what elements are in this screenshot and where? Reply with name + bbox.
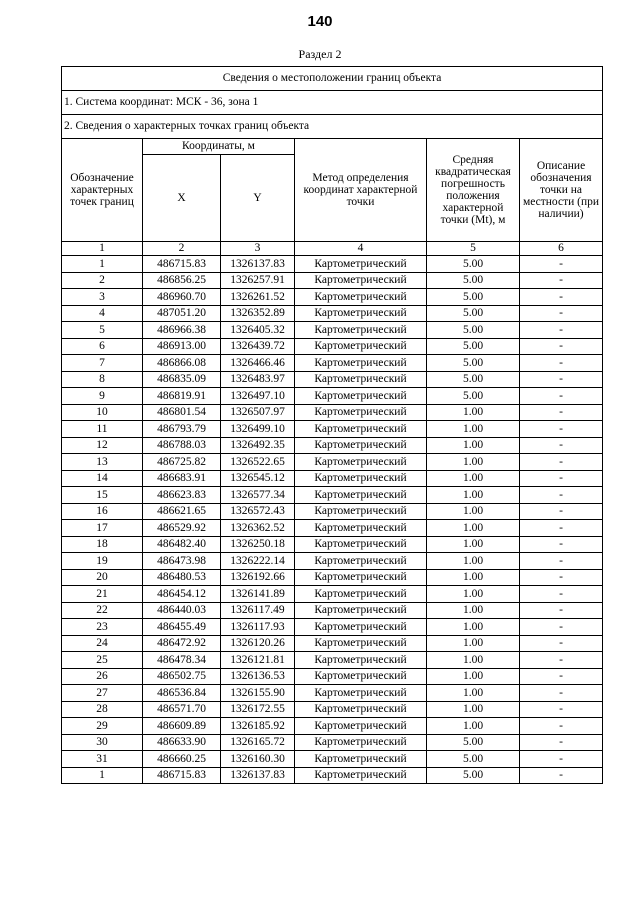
error-cell: 1.00 [427,404,520,421]
y-coordinate-cell: 1326117.49 [221,602,295,619]
error-cell: 1.00 [427,421,520,438]
y-coordinate-cell: 1326120.26 [221,635,295,652]
y-coordinate-cell: 1326439.72 [221,338,295,355]
error-cell: 5.00 [427,289,520,306]
point-number-cell: 4 [62,305,143,322]
description-cell: - [520,305,603,322]
description-cell: - [520,602,603,619]
error-cell: 1.00 [427,668,520,685]
description-cell: - [520,487,603,504]
table-row [62,388,603,405]
point-number-cell: 22 [62,602,143,619]
description-cell: - [520,668,603,685]
x-coordinate-cell: 486866.08 [143,355,221,372]
method-cell: Картометрический [295,767,427,784]
table-row [62,404,603,421]
method-cell: Картометрический [295,586,427,603]
x-coordinate-cell: 486660.25 [143,751,221,768]
error-cell: 1.00 [427,503,520,520]
header-x: X [143,155,221,242]
description-cell: - [520,701,603,718]
y-coordinate-cell: 1326492.35 [221,437,295,454]
point-number-cell: 18 [62,536,143,553]
description-cell: - [520,553,603,570]
description-cell: - [520,289,603,306]
point-number-cell: 23 [62,619,143,636]
error-cell: 1.00 [427,685,520,702]
error-cell: 1.00 [427,701,520,718]
table-row [62,635,603,652]
method-cell: Картометрический [295,718,427,735]
error-cell: 1.00 [427,602,520,619]
x-coordinate-cell: 486455.49 [143,619,221,636]
description-cell: - [520,751,603,768]
point-number-cell: 6 [62,338,143,355]
point-number-cell: 21 [62,586,143,603]
x-coordinate-cell: 486913.00 [143,338,221,355]
table-body [62,256,603,784]
method-cell: Картометрический [295,553,427,570]
point-number-cell: 17 [62,520,143,537]
table-row [62,454,603,471]
x-coordinate-cell: 486793.79 [143,421,221,438]
description-cell: - [520,256,603,273]
method-cell: Картометрический [295,503,427,520]
method-cell: Картометрический [295,355,427,372]
table-row [62,536,603,553]
table-row [62,602,603,619]
table-row [62,322,603,339]
table-row [62,652,603,669]
description-cell: - [520,652,603,669]
y-coordinate-cell: 1326483.97 [221,371,295,388]
x-coordinate-cell: 486725.82 [143,454,221,471]
error-cell: 1.00 [427,652,520,669]
error-cell: 1.00 [427,635,520,652]
error-cell: 1.00 [427,470,520,487]
y-coordinate-cell: 1326522.65 [221,454,295,471]
y-coordinate-cell: 1326577.34 [221,487,295,504]
table-row [62,355,603,372]
description-cell: - [520,371,603,388]
table-title: Сведения о местоположении границ объекта [62,67,603,91]
error-cell: 5.00 [427,734,520,751]
point-number-cell: 9 [62,388,143,405]
point-number-cell: 11 [62,421,143,438]
y-coordinate-cell: 1326405.32 [221,322,295,339]
error-cell: 5.00 [427,388,520,405]
table-row [62,751,603,768]
y-coordinate-cell: 1326572.43 [221,503,295,520]
column-number: 1 [62,242,143,256]
point-number-cell: 29 [62,718,143,735]
table-title-row [62,67,603,91]
table-row [62,470,603,487]
error-cell: 5.00 [427,767,520,784]
error-cell: 5.00 [427,751,520,768]
error-cell: 1.00 [427,520,520,537]
description-cell: - [520,536,603,553]
point-number-cell: 10 [62,404,143,421]
y-coordinate-cell: 1326141.89 [221,586,295,603]
description-cell: - [520,421,603,438]
method-cell: Картометрический [295,371,427,388]
column-number: 5 [427,242,520,256]
method-cell: Картометрический [295,272,427,289]
x-coordinate-cell: 486454.12 [143,586,221,603]
point-number-cell: 14 [62,470,143,487]
table-row [62,734,603,751]
description-cell: - [520,470,603,487]
method-cell: Картометрический [295,701,427,718]
y-coordinate-cell: 1326261.52 [221,289,295,306]
y-coordinate-cell: 1326192.66 [221,569,295,586]
point-number-cell: 27 [62,685,143,702]
header-method: Метод определения координат характерной точки [295,139,427,242]
error-cell: 1.00 [427,619,520,636]
error-cell: 1.00 [427,454,520,471]
method-cell: Картометрический [295,404,427,421]
method-cell: Картометрический [295,734,427,751]
error-cell: 1.00 [427,437,520,454]
point-number-cell: 26 [62,668,143,685]
table-row [62,289,603,306]
y-coordinate-cell: 1326185.92 [221,718,295,735]
error-cell: 1.00 [427,718,520,735]
method-cell: Картометрический [295,470,427,487]
point-number-cell: 15 [62,487,143,504]
point-number-cell: 5 [62,322,143,339]
point-number-cell: 7 [62,355,143,372]
y-coordinate-cell: 1326362.52 [221,520,295,537]
description-cell: - [520,685,603,702]
method-cell: Картометрический [295,602,427,619]
x-coordinate-cell: 486856.25 [143,272,221,289]
point-number-cell: 1 [62,767,143,784]
table-row [62,272,603,289]
method-cell: Картометрический [295,437,427,454]
header-y: Y [221,155,295,242]
description-cell: - [520,635,603,652]
table-row [62,338,603,355]
description-cell: - [520,503,603,520]
error-cell: 1.00 [427,487,520,504]
x-coordinate-cell: 486536.84 [143,685,221,702]
column-number: 2 [143,242,221,256]
table-row [62,668,603,685]
coord-system-label: 1. Система координат: МСК - 36, зона 1 [62,91,603,115]
description-cell: - [520,355,603,372]
method-cell: Картометрический [295,338,427,355]
description-cell: - [520,619,603,636]
method-cell: Картометрический [295,685,427,702]
table-row [62,421,603,438]
points-heading-row [62,115,603,139]
header-coordinates: Координаты, м [143,139,295,155]
table-row [62,487,603,504]
y-coordinate-cell: 1326545.12 [221,470,295,487]
point-number-cell: 19 [62,553,143,570]
description-cell: - [520,734,603,751]
x-coordinate-cell: 486966.38 [143,322,221,339]
description-cell: - [520,388,603,405]
x-coordinate-cell: 486788.03 [143,437,221,454]
table-row [62,371,603,388]
y-coordinate-cell: 1326250.18 [221,536,295,553]
error-cell: 5.00 [427,322,520,339]
x-coordinate-cell: 486683.91 [143,470,221,487]
x-coordinate-cell: 486633.90 [143,734,221,751]
description-cell: - [520,404,603,421]
method-cell: Картометрический [295,305,427,322]
header-row [62,139,603,155]
coord-system-row [62,91,603,115]
x-coordinate-cell: 486440.03 [143,602,221,619]
table-row [62,619,603,636]
table-row [62,553,603,570]
point-number-cell: 2 [62,272,143,289]
y-coordinate-cell: 1326137.83 [221,767,295,784]
x-coordinate-cell: 486621.65 [143,503,221,520]
point-number-cell: 12 [62,437,143,454]
column-number: 6 [520,242,603,256]
header-point-name: Обозначение характерных точек границ [62,139,143,242]
y-coordinate-cell: 1326165.72 [221,734,295,751]
x-coordinate-cell: 486480.53 [143,569,221,586]
method-cell: Картометрический [295,487,427,504]
method-cell: Картометрический [295,652,427,669]
points-heading-label: 2. Сведения о характерных точках границ объекта [62,115,603,139]
method-cell: Картометрический [295,520,427,537]
boundary-points-table [61,66,603,784]
y-coordinate-cell: 1326497.10 [221,388,295,405]
table-row [62,685,603,702]
x-coordinate-cell: 486835.09 [143,371,221,388]
x-coordinate-cell: 486715.83 [143,256,221,273]
description-cell: - [520,569,603,586]
column-number: 3 [221,242,295,256]
point-number-cell: 24 [62,635,143,652]
x-coordinate-cell: 486609.89 [143,718,221,735]
error-cell: 5.00 [427,338,520,355]
error-cell: 1.00 [427,569,520,586]
table-row [62,718,603,735]
x-coordinate-cell: 486801.54 [143,404,221,421]
x-coordinate-cell: 486623.83 [143,487,221,504]
method-cell: Картометрический [295,454,427,471]
method-cell: Картометрический [295,421,427,438]
y-coordinate-cell: 1326155.90 [221,685,295,702]
error-cell: 5.00 [427,256,520,273]
method-cell: Картометрический [295,536,427,553]
y-coordinate-cell: 1326499.10 [221,421,295,438]
description-cell: - [520,272,603,289]
table-row [62,520,603,537]
error-cell: 1.00 [427,536,520,553]
column-number: 4 [295,242,427,256]
x-coordinate-cell: 486478.34 [143,652,221,669]
description-cell: - [520,437,603,454]
method-cell: Картометрический [295,256,427,273]
y-coordinate-cell: 1326352.89 [221,305,295,322]
point-number-cell: 13 [62,454,143,471]
column-number-row [62,242,603,256]
page-number: 140 [307,13,333,30]
y-coordinate-cell: 1326117.93 [221,619,295,636]
y-coordinate-cell: 1326172.55 [221,701,295,718]
table-row [62,437,603,454]
error-cell: 5.00 [427,272,520,289]
method-cell: Картометрический [295,751,427,768]
error-cell: 5.00 [427,355,520,372]
y-coordinate-cell: 1326466.46 [221,355,295,372]
error-cell: 1.00 [427,553,520,570]
x-coordinate-cell: 486571.70 [143,701,221,718]
description-cell: - [520,718,603,735]
section-label: Раздел 2 [298,47,342,61]
description-cell: - [520,454,603,471]
method-cell: Картометрический [295,635,427,652]
point-number-cell: 3 [62,289,143,306]
point-number-cell: 25 [62,652,143,669]
method-cell: Картометрический [295,322,427,339]
y-coordinate-cell: 1326257.91 [221,272,295,289]
method-cell: Картометрический [295,569,427,586]
y-coordinate-cell: 1326137.83 [221,256,295,273]
point-number-cell: 31 [62,751,143,768]
description-cell: - [520,767,603,784]
table-row [62,569,603,586]
point-number-cell: 20 [62,569,143,586]
point-number-cell: 30 [62,734,143,751]
x-coordinate-cell: 486473.98 [143,553,221,570]
x-coordinate-cell: 486715.83 [143,767,221,784]
description-cell: - [520,322,603,339]
point-number-cell: 28 [62,701,143,718]
point-number-cell: 16 [62,503,143,520]
x-coordinate-cell: 486529.92 [143,520,221,537]
method-cell: Картометрический [295,668,427,685]
table-row [62,305,603,322]
x-coordinate-cell: 486482.40 [143,536,221,553]
table-row [62,503,603,520]
method-cell: Картометрический [295,619,427,636]
header-description: Описание обозначения точки на местности (при наличии) [520,139,603,242]
y-coordinate-cell: 1326121.81 [221,652,295,669]
description-cell: - [520,338,603,355]
y-coordinate-cell: 1326222.14 [221,553,295,570]
description-cell: - [520,586,603,603]
x-coordinate-cell: 486502.75 [143,668,221,685]
y-coordinate-cell: 1326507.97 [221,404,295,421]
y-coordinate-cell: 1326160.30 [221,751,295,768]
error-cell: 5.00 [427,371,520,388]
description-cell: - [520,520,603,537]
x-coordinate-cell: 486819.91 [143,388,221,405]
table-row [62,767,603,784]
point-number-cell: 1 [62,256,143,273]
x-coordinate-cell: 486960.70 [143,289,221,306]
table-row [62,256,603,273]
y-coordinate-cell: 1326136.53 [221,668,295,685]
x-coordinate-cell: 487051.20 [143,305,221,322]
x-coordinate-cell: 486472.92 [143,635,221,652]
table-row [62,701,603,718]
method-cell: Картометрический [295,388,427,405]
error-cell: 1.00 [427,586,520,603]
point-number-cell: 8 [62,371,143,388]
table-row [62,586,603,603]
header-error: Средняя квадратическая погрешность положения характерной точки (Mt), м [427,139,520,242]
method-cell: Картометрический [295,289,427,306]
error-cell: 5.00 [427,305,520,322]
